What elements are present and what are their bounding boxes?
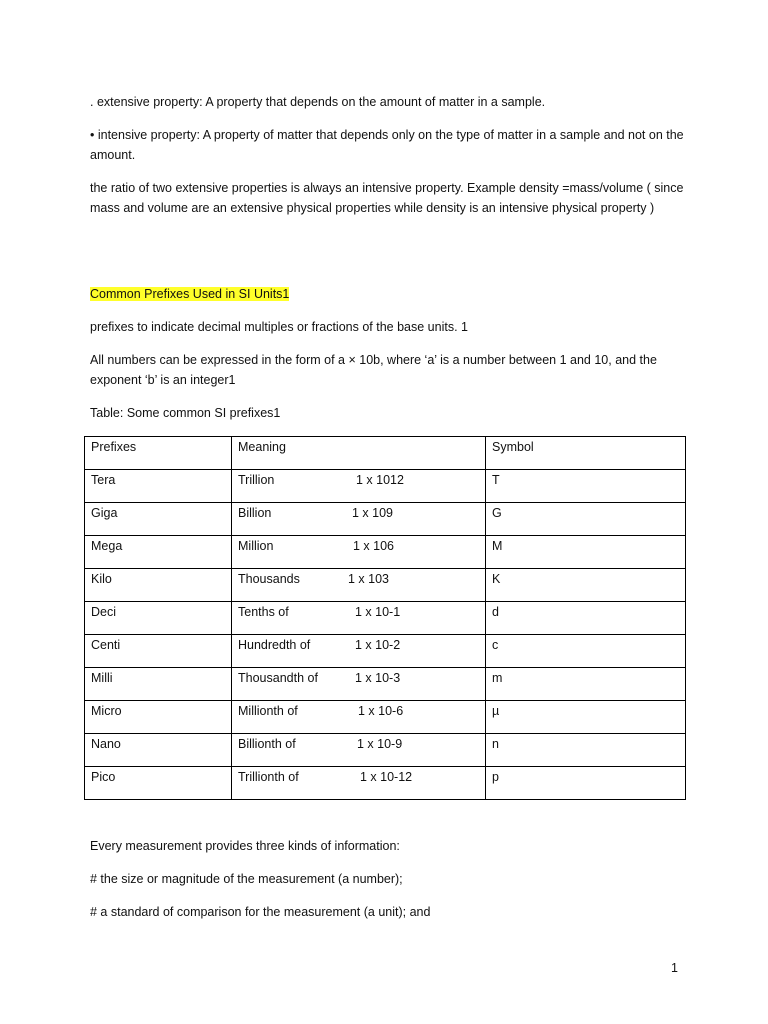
table-row (85, 635, 686, 668)
multiplier-value: 1 x 10-3 (355, 671, 401, 685)
table-caption: Table: Some common SI prefixes1 (90, 406, 281, 420)
header-symbol: Symbol (486, 437, 686, 470)
symbol-cell: m (486, 668, 686, 701)
symbol-cell: p (486, 767, 686, 800)
si-prefix-table (84, 436, 686, 800)
prefix-cell: Micro (85, 701, 232, 734)
meaning-cell: Tenths of 1 x 10-1 (232, 602, 486, 635)
meaning-cell: Trillionth of 1 x 10-12 (232, 767, 486, 800)
paragraph-prefixes-intro: prefixes to indicate decimal multiples or fractions of the base units. 1 (90, 320, 468, 334)
multiplier-value: 1 x 10-12 (360, 770, 413, 784)
paragraph-measurement-info: Every measurement provides three kinds of information: (90, 839, 400, 853)
section-heading (90, 284, 690, 304)
paragraph-extensive-property: . extensive property: A property that depends on the amount of matter in a sample. (90, 95, 546, 109)
symbol-cell: d (486, 602, 686, 635)
multiplier-value: 1 x 1012 (356, 473, 404, 487)
prefix-cell: Tera (85, 470, 232, 503)
paragraph-magnitude: # the size or magnitude of the measurement (a number); (90, 872, 403, 886)
meaning-cell: Millionth of 1 x 10-6 (232, 701, 486, 734)
meaning-cell: Thousandth of 1 x 10-3 (232, 668, 486, 701)
symbol-cell: G (486, 503, 686, 536)
meaning-cell: Million 1 x 106 (232, 536, 486, 569)
table-row (85, 701, 686, 734)
symbol-cell: K (486, 569, 686, 602)
paragraph-ratio-density: the ratio of two extensive properties is always an intensive property. Example density =mass/volume ( since mass and volume are an extensive physical properties while density is an intensive physical property ) (90, 181, 684, 215)
table-row (85, 470, 686, 503)
table-row (85, 602, 686, 635)
multiplier-value: 1 x 103 (348, 572, 390, 586)
prefix-cell: Giga (85, 503, 232, 536)
symbol-cell: µ (486, 701, 686, 734)
meaning-cell: Billionth of 1 x 10-9 (232, 734, 486, 767)
prefix-cell: Pico (85, 767, 232, 800)
table-row (85, 503, 686, 536)
multiplier-value: 1 x 10-9 (357, 737, 403, 751)
symbol-cell: c (486, 635, 686, 668)
multiplier-value: 1 x 10-2 (355, 638, 401, 652)
paragraph-intensive-property: • intensive property: A property of matter that depends only on the type of matter in a sample and not on the amount. (90, 128, 684, 162)
multiplier-value: 1 x 10-1 (355, 605, 401, 619)
meaning-cell: Billion 1 x 109 (232, 503, 486, 536)
meaning-cell: Hundredth of 1 x 10-2 (232, 635, 486, 668)
multiplier-value: 1 x 109 (352, 506, 394, 520)
table-row (85, 668, 686, 701)
multiplier-value: 1 x 106 (353, 539, 395, 553)
prefix-cell: Kilo (85, 569, 232, 602)
symbol-cell: n (486, 734, 686, 767)
prefix-cell: Nano (85, 734, 232, 767)
header-prefixes: Prefixes (85, 437, 232, 470)
symbol-cell: T (486, 470, 686, 503)
table-header-row (85, 437, 686, 470)
paragraph-unit: # a standard of comparison for the measurement (a unit); and (90, 905, 431, 919)
meaning-cell: Trillion 1 x 1012 (232, 470, 486, 503)
highlighted-heading-text: Common Prefixes Used in SI Units1 (90, 287, 290, 301)
prefix-cell: Milli (85, 668, 232, 701)
table-row (85, 536, 686, 569)
header-meaning: Meaning (232, 437, 486, 470)
table-row (85, 767, 686, 800)
table-row (85, 734, 686, 767)
paragraph-scientific-notation: All numbers can be expressed in the form of a × 10b, where ‘a’ is a number between 1 and 10, and the exponent ‘b’ is an integer1 (90, 353, 657, 387)
page-number: 1 (671, 961, 678, 975)
prefix-cell: Centi (85, 635, 232, 668)
table-row (85, 569, 686, 602)
multiplier-value: 1 x 10-6 (358, 704, 404, 718)
prefix-cell: Mega (85, 536, 232, 569)
prefix-cell: Deci (85, 602, 232, 635)
symbol-cell: M (486, 536, 686, 569)
meaning-cell: Thousands 1 x 103 (232, 569, 486, 602)
